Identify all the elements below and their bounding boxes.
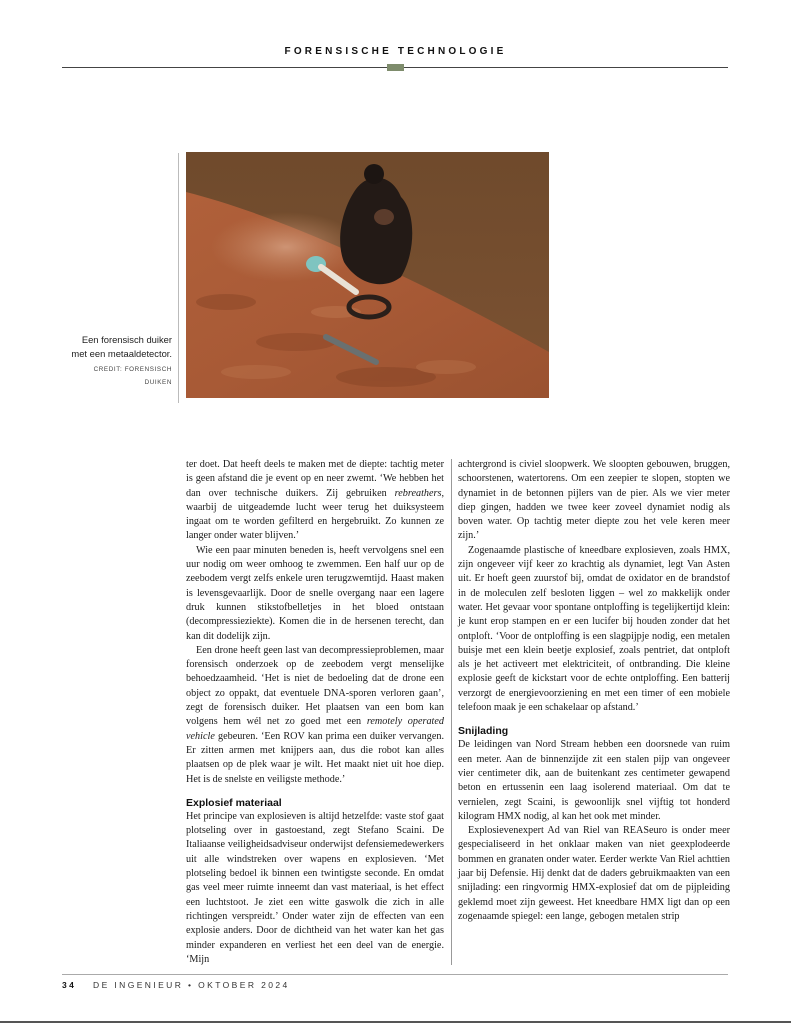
silt-cloud (211, 212, 361, 282)
photo-caption (70, 333, 172, 389)
caption-divider (178, 153, 179, 403)
column-divider (451, 459, 452, 965)
footer-separator: • (188, 980, 194, 990)
article-column-left (186, 458, 444, 967)
text-run: gebeuren. ‘Een ROV kan prima een duiker vervangen. Er zitten armen met knijpers aan, dus die robot kan alles plaatsen op de plek waar je wilt. Het maakt niet uit hoe diep. Het is de snelste en veiligste methode.’ (186, 730, 444, 785)
credit-label: CREDIT: (93, 366, 123, 373)
page-number: 34 (62, 980, 77, 990)
text-run: Een drone heeft geen last van decompressieproblemen, maar forensisch onderzoek op de zeebodem vergt menselijke behoedzaamheid. ‘Het is niet de bedoeling dat de drone een object zo oppakt, dat eventuele DNA-sporen verloren gaan’, zegt de forensisch duiker. Het plaatsen van een bom kan volgens hem wél net zo goed met een (186, 644, 444, 728)
credit-name: FORENSISCH DUIKEN (124, 366, 172, 386)
paragraph: achtergrond is civiel sloopwerk. We sloopten gebouwen, bruggen, schoorstenen, watertorens. Om een zeepier te slopen, stopten we dynamiet in de betonnen pijlers van de pier. Als we vier meter diep gingen, hadden we twee keer zoveel dynamiet nodig als boven water. Op tachtig meter diepte zou het vele keren meer zijn.’ (458, 459, 730, 542)
text-run: ter doet. Dat heeft deels te maken met de diepte: tachtig meter is geen afstand die je event op en neer zwemt. ‘We hebben het dan over technische duikers. Zij gebruiken (186, 459, 444, 499)
diver-photo-illustration (186, 152, 549, 398)
italic-term: rebreathers (394, 487, 442, 499)
photo-credit (70, 363, 172, 389)
paragraph: Explosievenexpert Ad van Riel van REASeuro is onder meer gespecialiseerd in het onklaar maken van niet geexplodeerde bommen en granaten onder water. Eerder werkte Van Riel achttien jaar bij Defensie. Hij denkt dat de daders gebruikmaakten van een snijlading: een ringvormig HMX-explosief dat om de pijpleiding geklemd moet zijn geweest. Het kneedbare HMX ligt dan op een zogenaamde spiegel: een lange, gebogen metalen strip (458, 825, 730, 922)
subheading-snijlading: Snijlading (458, 725, 509, 738)
paragraph: Wie een paar minuten beneden is, heeft vervolgens snel een uur nodig om weer omhoog te zwemmen. Een half uur op de zeebodem vergt zelfs enkele uren terugzwemtijd. Haast maken is levensgevaarlijk. Door de snelle overgang naar een lagere druk kunnen stikstofbelletjes in het bloed ontstaan (decompressieziekte). Komen die in de hersenen terecht, dan kan dit dodelijk zijn. (186, 544, 444, 642)
text-run: , waarbij de uitgeademde lucht weer terug het duiksysteem ingaat om te worden gefilterd en hergebruikt. Zo kunnen ze langer onder water blijven.’ (186, 487, 444, 542)
paragraph (186, 644, 444, 787)
subheading-explosief-materiaal: Explosief materiaal (186, 796, 282, 809)
paragraph: Zogenaamde plastische of kneedbare explosieven, zoals HMX, zijn ongeveer vijf keer zo krachtig als dynamiet, legt Van Asten uit. Er hoeft geen zuurstof bij, omdat de oxidator en de brandstof in de moleculen zelf besloten liggen – wel zo makkelijk onder water. Het gevaar voor spontane ontploffing is tegelijkertijd klein: je kunt erop stampen en er een lucifer bij houden zonder dat het ontploft. ‘Voor de ontploffing is een slagpijpje nodig, een metalen buisje met een klein beetje explosief, zoals pentriet, dat ontploft als je het activeert met elektriciteit, of ontbranding. Die kleine explosie geeft de kickstart voor de echte ontploffing. Een batterij verzorgt de energievoorziening en met een timer of een mobiele telefoon maak je een schakelaar op afstand.’ (458, 544, 730, 714)
section-label: FORENSISCHE TECHNOLOGIE (284, 46, 507, 57)
italic-term: remotely operated vehicle (186, 716, 445, 742)
header-accent-marker (387, 64, 404, 71)
issue-date: OKTOBER 2024 (198, 980, 290, 990)
paragraph (186, 458, 444, 544)
article-column-right (458, 458, 730, 924)
paragraph: Het principe van explosieven is altijd hetzelfde: vaste stof gaat plotseling over in gastoestand, zegt Stefano Scaini. De Italiaanse veiligheidsadviseur onderwijst defensiemedewerkers uit alle windstreken over wapens en explosieven. ‘Met plotseling bedoel ik binnen een twintigste seconde. En omdat gas veel meer ruimte inneemt dan vast materiaal, is het effect een luchtstoot. Je ziet een witte gaswolk die zich in alle richtingen verspreidt.’ Onder water zijn de effecten van een explosie anders. Door de dichtheid van het water kan het gas minder expanderen en verliest het een deel van de energie. ‘Mijn (186, 810, 444, 965)
footer-rule (62, 974, 728, 975)
caption-text: Een forensisch duiker met een metaaldetector. (71, 334, 172, 359)
publication-name: DE INGENIEUR (93, 980, 184, 990)
diver-photo (186, 152, 549, 398)
paragraph: De leidingen van Nord Stream hebben een doorsnede van ruim een meter. Aan de binnenzijde zit een stalen pijp van ongeveer vier centimeter dik, aan de buitenkant zes centimeter gewapend beton en ertussenin een laag isolerend materiaal. Om dat te vernielen, zegt Scaini, is gewoonlijk snel vijftig tot honderd kilogram HMX nodig, al kan het ook met minder. (458, 739, 730, 822)
page-footer (62, 980, 290, 990)
